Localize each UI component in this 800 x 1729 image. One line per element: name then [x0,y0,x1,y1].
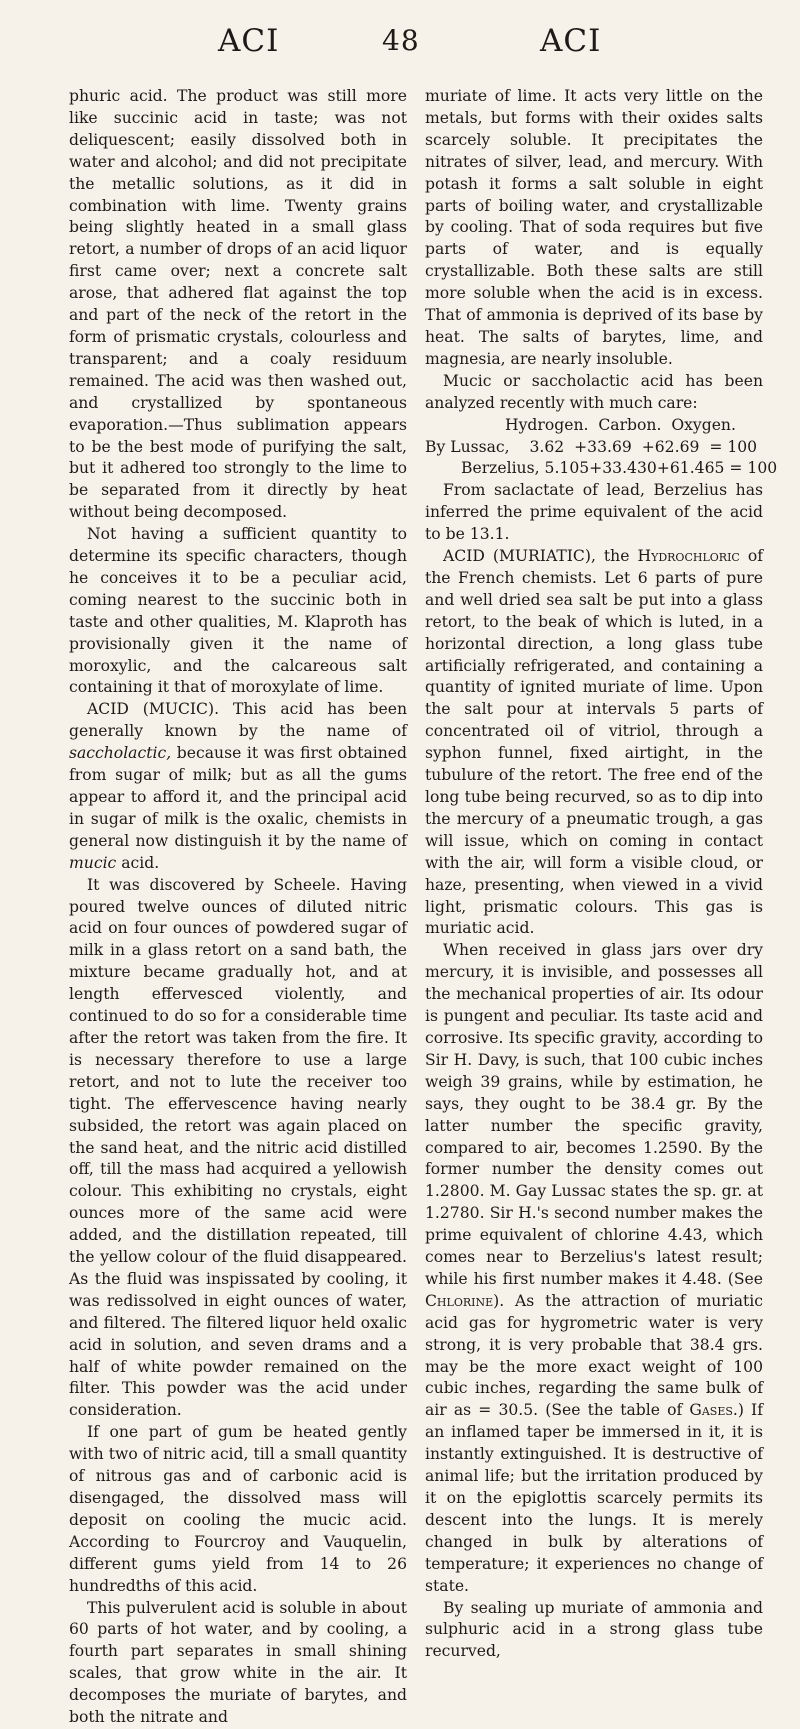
analysis-table-header: Hydrogen. Carbon. Oxygen. [505,415,736,434]
entry-text: the [595,547,638,566]
paragraph: From saclactate of lead, Berzelius has inferred the prime equivalent of the acid to be 13.1. [425,481,763,544]
paragraph: It was discovered by Scheele. Having poured twelve ounces of diluted nitric acid on four ounces of powdered sugar of milk in a glass retort on a sand bath, the mixture became gradually hot, and at length effervesced violently, and continued to do so for a considerable time after the retort was taken from the fire. It is necessary therefore to use a large retort, and not to lute the receiver too tight. The effervescence having nearly subsided, the retort was again placed on the sand heat, and the nitric acid distilled off, till the mass had acquired a yellowish colour. This exhibiting no crystals, eight ounces more of the same acid were added, and the distillation repeated, till the yellow colour of the fluid disappeared. As the fluid was inspissated by cooling, it was redissolved in eight ounces of water, and filtered. The filtered liquor held oxalic acid in solution, and seven drams and a half of white powder remained on the filter. This powder was the acid under consideration. [69,875,407,1420]
header-left-keyword: ACI [218,23,280,59]
paragraph: This pulverulent acid is soluble in about 60 parts of hot water, and by cooling, a fourth part separates in small shining scales, that grow white in the air. It decomposes the muriate of barytes, and both the nitrate and [69,1598,407,1727]
text-columns [69,86,778,1727]
entry-text: .) If an inflamed taper be immersed in it, it is instantly extinguished. It is destructive of animal life; but the irritation produced by it on the epiglottis scarcely permits its descent into the lungs. It is merely changed in bulk by alterations of temperature; it experiences no change of state. [425,1401,763,1595]
entry-muriatic-acid [425,546,763,940]
entry-heading: ACID (MURIATIC), [443,547,596,566]
right-column [425,86,778,1661]
paragraph: phuric acid. The product was still more like succinic acid in taste; was not deliquescent; easily dissolved both in water and alcohol; and did not precipitate the metallic solutions, as it did in combination with lime. Twenty grains being slightly heated in a small glass retort, a number of drops of an acid liquor first came over; next a concrete salt arose, that adhered flat against the top and part of the neck of the retort in the form of prismatic crystals, colourless and transparent; and a coaly residuum remained. The acid was then washed out, and crystallized by spontaneous evaporation.—Thus sublimation appears to be the best mode of purifying the salt, but it adhered too strongly to the lime to be separated from it directly by heat without being decomposed. [69,87,407,522]
entry-text: of the French chemists. Let 6 parts of pure and well dried sea salt be put into a glass retort, to the beak of which is luted, in a horizontal direction, a long glass tube artificially refrigerated, and containing a quantity of ignited muriate of lime. Upon the salt pour at intervals 5 parts of concentrated oil of vitriol, through a syphon funnel, fixed airtight, in the tubulure of the retort. The free end of the long tube being recurved, so as to dip into the mercury of a pneumatic trough, a gas will issue, which on coming in contact with the air, will form a visible cloud, or haze, presenting, when viewed in a vivid light, prismatic colours. This gas is muriatic acid. [425,547,763,938]
header-right-keyword: ACI [540,23,602,59]
cross-reference: Chlorine [425,1291,494,1310]
paragraph: By sealing up muriate of ammonia and sulphuric acid in a strong glass tube recurved, [425,1598,763,1661]
left-column [69,86,407,1727]
entry-italic-term: mucic [69,853,117,872]
page-number: 48 [382,24,420,57]
entry-italic-term: saccholactic, [69,744,172,763]
entry-text: When received in glass jars over dry mercury, it is invisible, and possesses all the mechanical properties of air. Its odour is pungent and peculiar. Its taste acid and corrosive. Its specific gravity, according to Sir H. Davy, is such, that 100 cubic inches weigh 39 grains, while by estimation, he says, they ought to be 38.4 gr. By the latter number the specific gravity, compared to air, becomes 1.2590. By the former number the density comes out 1.2800. M. Gay Lussac states the sp. gr. at 1.2780. Sir H.'s second number makes the prime equivalent of chlorine 4.43, which comes near to Berzelius's latest result; while his first number makes it 4.48. (See [425,941,763,1288]
paragraph: Not having a sufficient quantity to determine its specific characters, though he conceives it to be a peculiar acid, coming nearest to the succinic both in taste and other qualities, M. Klaproth has provisionally given it the name of moroxylic, and the calcareous salt containing it that of moroxylate of lime. [69,525,407,697]
entry-mucic-acid [69,699,407,874]
analysis-table-row: By Lussac, 3.62 +33.69 +62.69 = 100 [425,437,758,456]
paragraph: If one part of gum be heated gently with two of nitric acid, till a small quantity of nitrous gas and of carbonic acid is disengaged, the dissolved mass will deposit on cooling the mucic acid. According to Fourcroy and Vauquelin, different gums yield from 14 to 26 hundredths of this acid. [69,1423,407,1595]
paragraph: Mucic or saccholactic acid has been analyzed recently with much care: [425,371,763,412]
entry-text: ). As the attraction of muriatic acid gas for hygrometric water is very strong, it is very probable that 38.4 grs. may be the more exact weight of 100 cubic inches, regarding the same bulk of air as = 30.5. (See the table of [425,1291,763,1420]
running-header [0,16,800,66]
entry-text: This acid has been generally known by the name of [69,700,407,741]
entry-text: because it was first obtained from sugar of milk; but as all the gums appear to afford it, and the principal acid in sugar of milk is the oxalic, chemists in general now distinguish it by the name of [69,744,407,850]
paragraph-specific-gravity [425,940,763,1597]
analysis-table-row: Berzelius, 5.105+33.430+61.465 = 100 [461,459,778,478]
entry-heading: ACID (MUCIC). [87,700,220,719]
entry-smallcaps-term: Hydrochloric [637,547,740,566]
cross-reference: Gases [689,1401,733,1420]
paragraph: muriate of lime. It acts very little on the metals, but forms with their oxides salts scarcely soluble. It precipitates the nitrates of silver, lead, and mercury. With potash it forms a salt soluble in eight parts of boiling water, and crystallizable by cooling. That of soda requires but five parts of water, and is equally crystallizable. Both these salts are still more soluble when the acid is in excess. That of ammonia is deprived of its base by heat. The salts of barytes, lime, and magnesia, are nearly insoluble. [425,87,763,368]
entry-text: acid. [116,853,160,872]
